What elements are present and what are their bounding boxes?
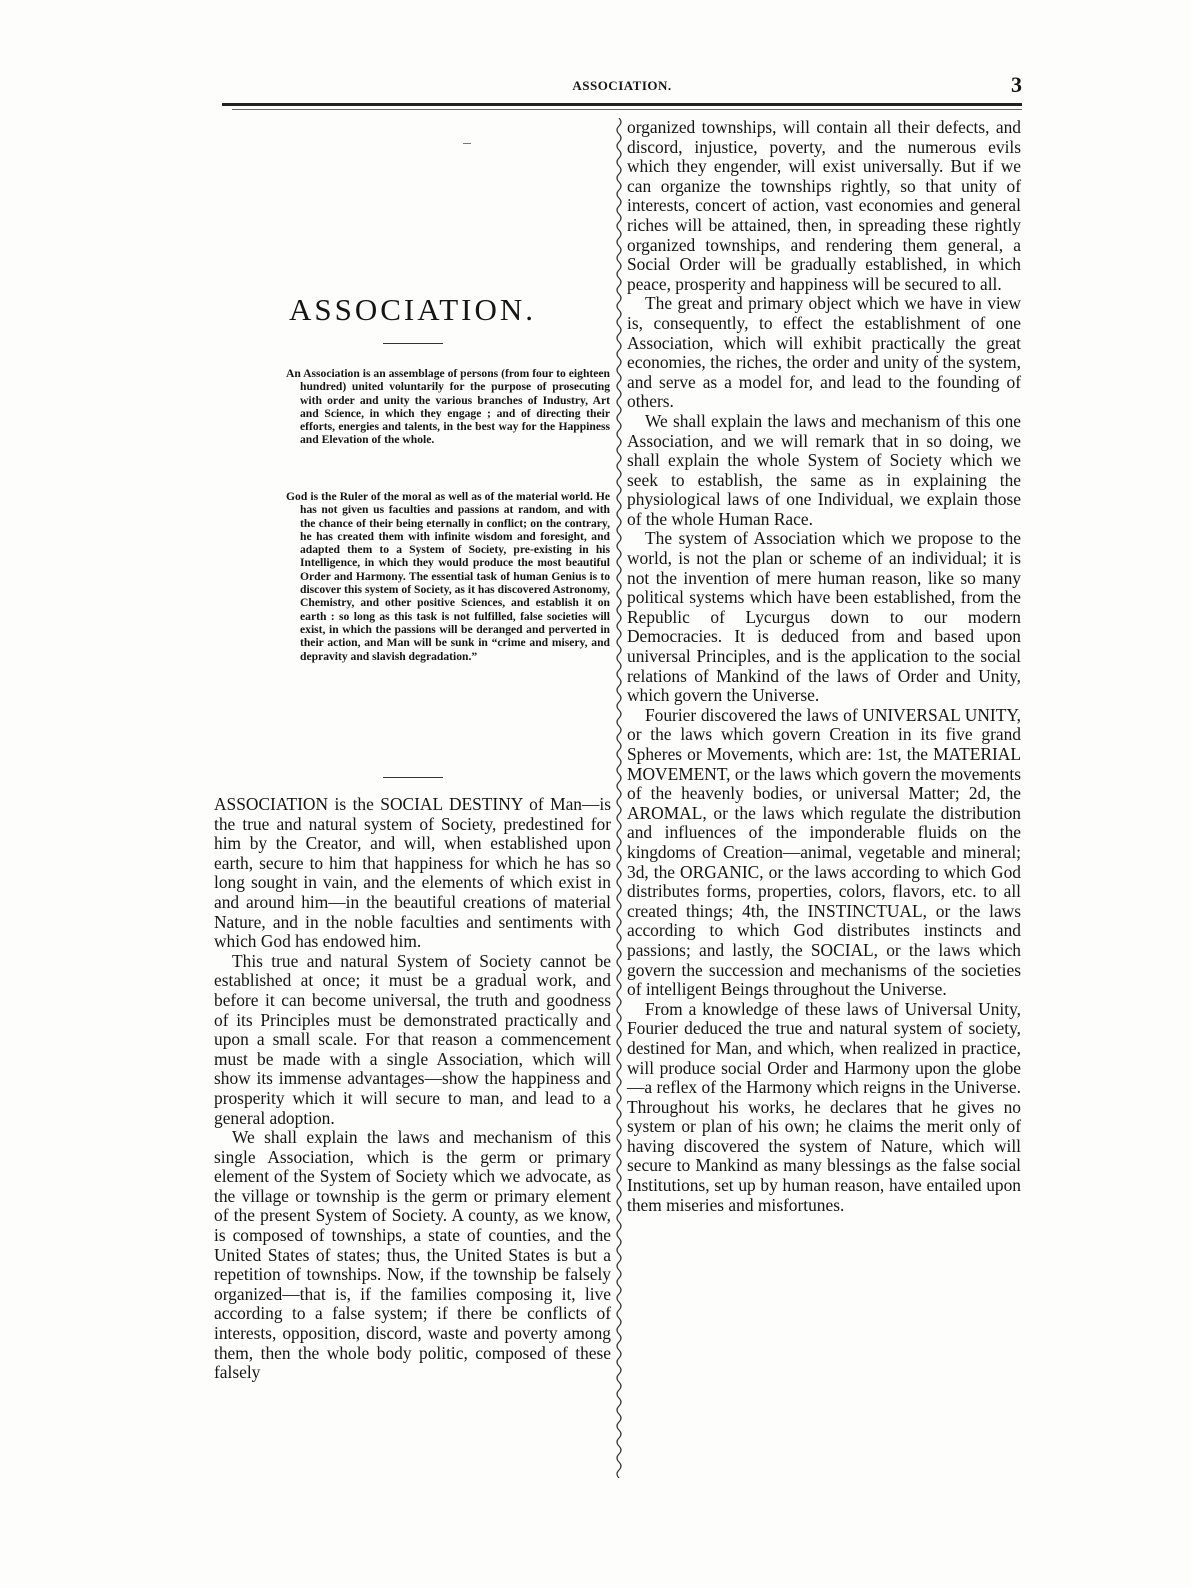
paragraph: Fourier discovered the laws of UNIVERSAL UNITY, or the laws which govern Creation in its five grand Spheres or Movements, which are: 1st, the MATERIAL MOVEMENT, or the laws which govern the movements of the heavenly bodies, or universal Matter; 2d, the AROMAL, or the laws which regulate the distribution and influences of the imponderable fluids on the kingdoms of Creation—animal, vegetable and mineral; 3d, the ORGANIC, or the laws according to which God distributes forms, properties, colors, flavors, etc. to all created things; 4th, the INSTINCTUAL, or the laws according to which God distributes instincts and passions; and lastly, the SOCIAL, or the laws which govern the succession and mechanisms of the societies of intelligent Beings throughout the Universe. bbox=[627, 704, 1021, 1000]
paragraph: ASSOCIATION is the SOCIAL DESTINY of Man—is the true and natural system of Society, predestined for him by the Creator, and will, when established upon earth, secure to him that happiness for which he has so long sought in vain, and the elements of which exist in and around him—in the beautiful creations of material Nature, and in the noble faculties and sentiments with which God has endowed him. bbox=[214, 794, 611, 952]
paragraph: From a knowledge of these laws of Universal Unity, Fourier deduced the true and natural system of society, destined for Man, and which, when realized in practice, will produce social Order and Harmony upon the globe—a reflex of the Harmony which reigns in the Universe. Throughout his works, he declares that he gives no system or plan of his own; he claims the merit only of having discovered the system of Nature, which will secure to Mankind as many blessings as the false social Institutions, set up by human reason, have entailed upon them miseries and misfortunes. bbox=[627, 998, 1021, 1215]
paragraph: We shall explain the laws and mechanism of this one Association, and we will remark that in so doing, we shall explain the whole System of Society which we seek to establish, the same as in explaining the physiological laws of one Individual, we explain those of the whole Human Race. bbox=[627, 410, 1021, 529]
right-column bbox=[627, 118, 1021, 1215]
paragraph: We shall explain the laws and mechanism of this single Association, which is the germ or primary element of the System of Society which we advocate, as the village or township is the germ or primary element of the present System of Society. A county, as we know, is composed of townships, a state of counties, and the United States of states; thus, the United States is but a repetition of townships. Now, if the township be falsely organized—that is, if the families composing it, live according to a false system; if there be conflicts of interests, opposition, discord, waste and poverty among them, then the whole body politic, composed of these falsely bbox=[214, 1127, 611, 1383]
running-head bbox=[222, 72, 1022, 98]
epigraph-rule bbox=[383, 777, 443, 778]
paragraph: This true and natural System of Society cannot be established at once; it must be a gradual work, and before it can become universal, the truth and goodness of its Principles must be demonstrated practically and upon a small scale. For that reason a commencement must be made with a single Association, which will show its immense advantages—show the happiness and prosperity which it will secure to man, and lead to a general adoption. bbox=[214, 950, 611, 1128]
paragraph: The great and primary object which we have in view is, consequently, to effect the establishment of one Association, which will exhibit practically the great economies, the riches, the order and unity of the system, and serve as a model for, and lead to the founding of others. bbox=[627, 293, 1021, 412]
paragraph: The system of Association which we propose to the world, is not the plan or scheme of an individual; it is not the invention of mere human reason, like so many political systems which have been established, from the Republic of Lycurgus down to our modern Democracies. It is deduced from and based upon universal Principles, and is the application to the social relations of Mankind of the laws of Order and Unity, which govern the Universe. bbox=[627, 528, 1021, 706]
column-divider bbox=[614, 118, 624, 1478]
epigraph-definition: An Association is an assemblage of persons (from four to eighteen hundred) united voluntarily for the purpose of prosecuting with order and unity the various branches of Industry, Art and Science, in which they engage ; and of directing their efforts, energies and talents, in the best way for the Happiness and Elevation of the whole. bbox=[286, 367, 610, 447]
paragraph: organized townships, will contain all their defects, and discord, injustice, poverty, and the numerous evils which they engender, will exist universally. But if we can organize the townships rightly, so that unity of interests, concert of action, vast economies and general riches will be attained, then, in spreading these rightly organized townships, and rendering them general, a Social Order will be gradually established, in which peace, prosperity and happiness will be secured to all. bbox=[627, 117, 1021, 294]
title-rule bbox=[383, 343, 443, 344]
wavy-rule-icon bbox=[614, 118, 624, 1478]
header-rule bbox=[222, 103, 1022, 106]
epigraph-quote: God is the Ruler of the moral as well as of the material world. He has not given us faculties and passions at random, and with the chance of their being eternally in conflict; on the contrary, he has created them with infinite wisdom and foresight, and adapted them to a System of Society, pre-existing in his Intelligence, in which they would produce the most beautiful Order and Harmony. The essential task of human Genius is to discover this system of Society, as it has discovered Astronomy, Chemistry, and other positive Sciences, and establish it on earth : so long as this task is not fulfilled, false societies will exist, in which the passions will be deranged and perverted in their action, and Man will be sunk in “crime and misery, and depravity and slavish degradation.” bbox=[286, 490, 610, 663]
left-column bbox=[214, 795, 611, 1383]
page-number: 3 bbox=[1011, 72, 1022, 97]
printer-mark bbox=[463, 143, 471, 144]
article-title: ASSOCIATION. bbox=[289, 292, 536, 327]
running-title: ASSOCIATION. bbox=[572, 78, 672, 93]
header-rule-thin bbox=[232, 109, 1022, 110]
